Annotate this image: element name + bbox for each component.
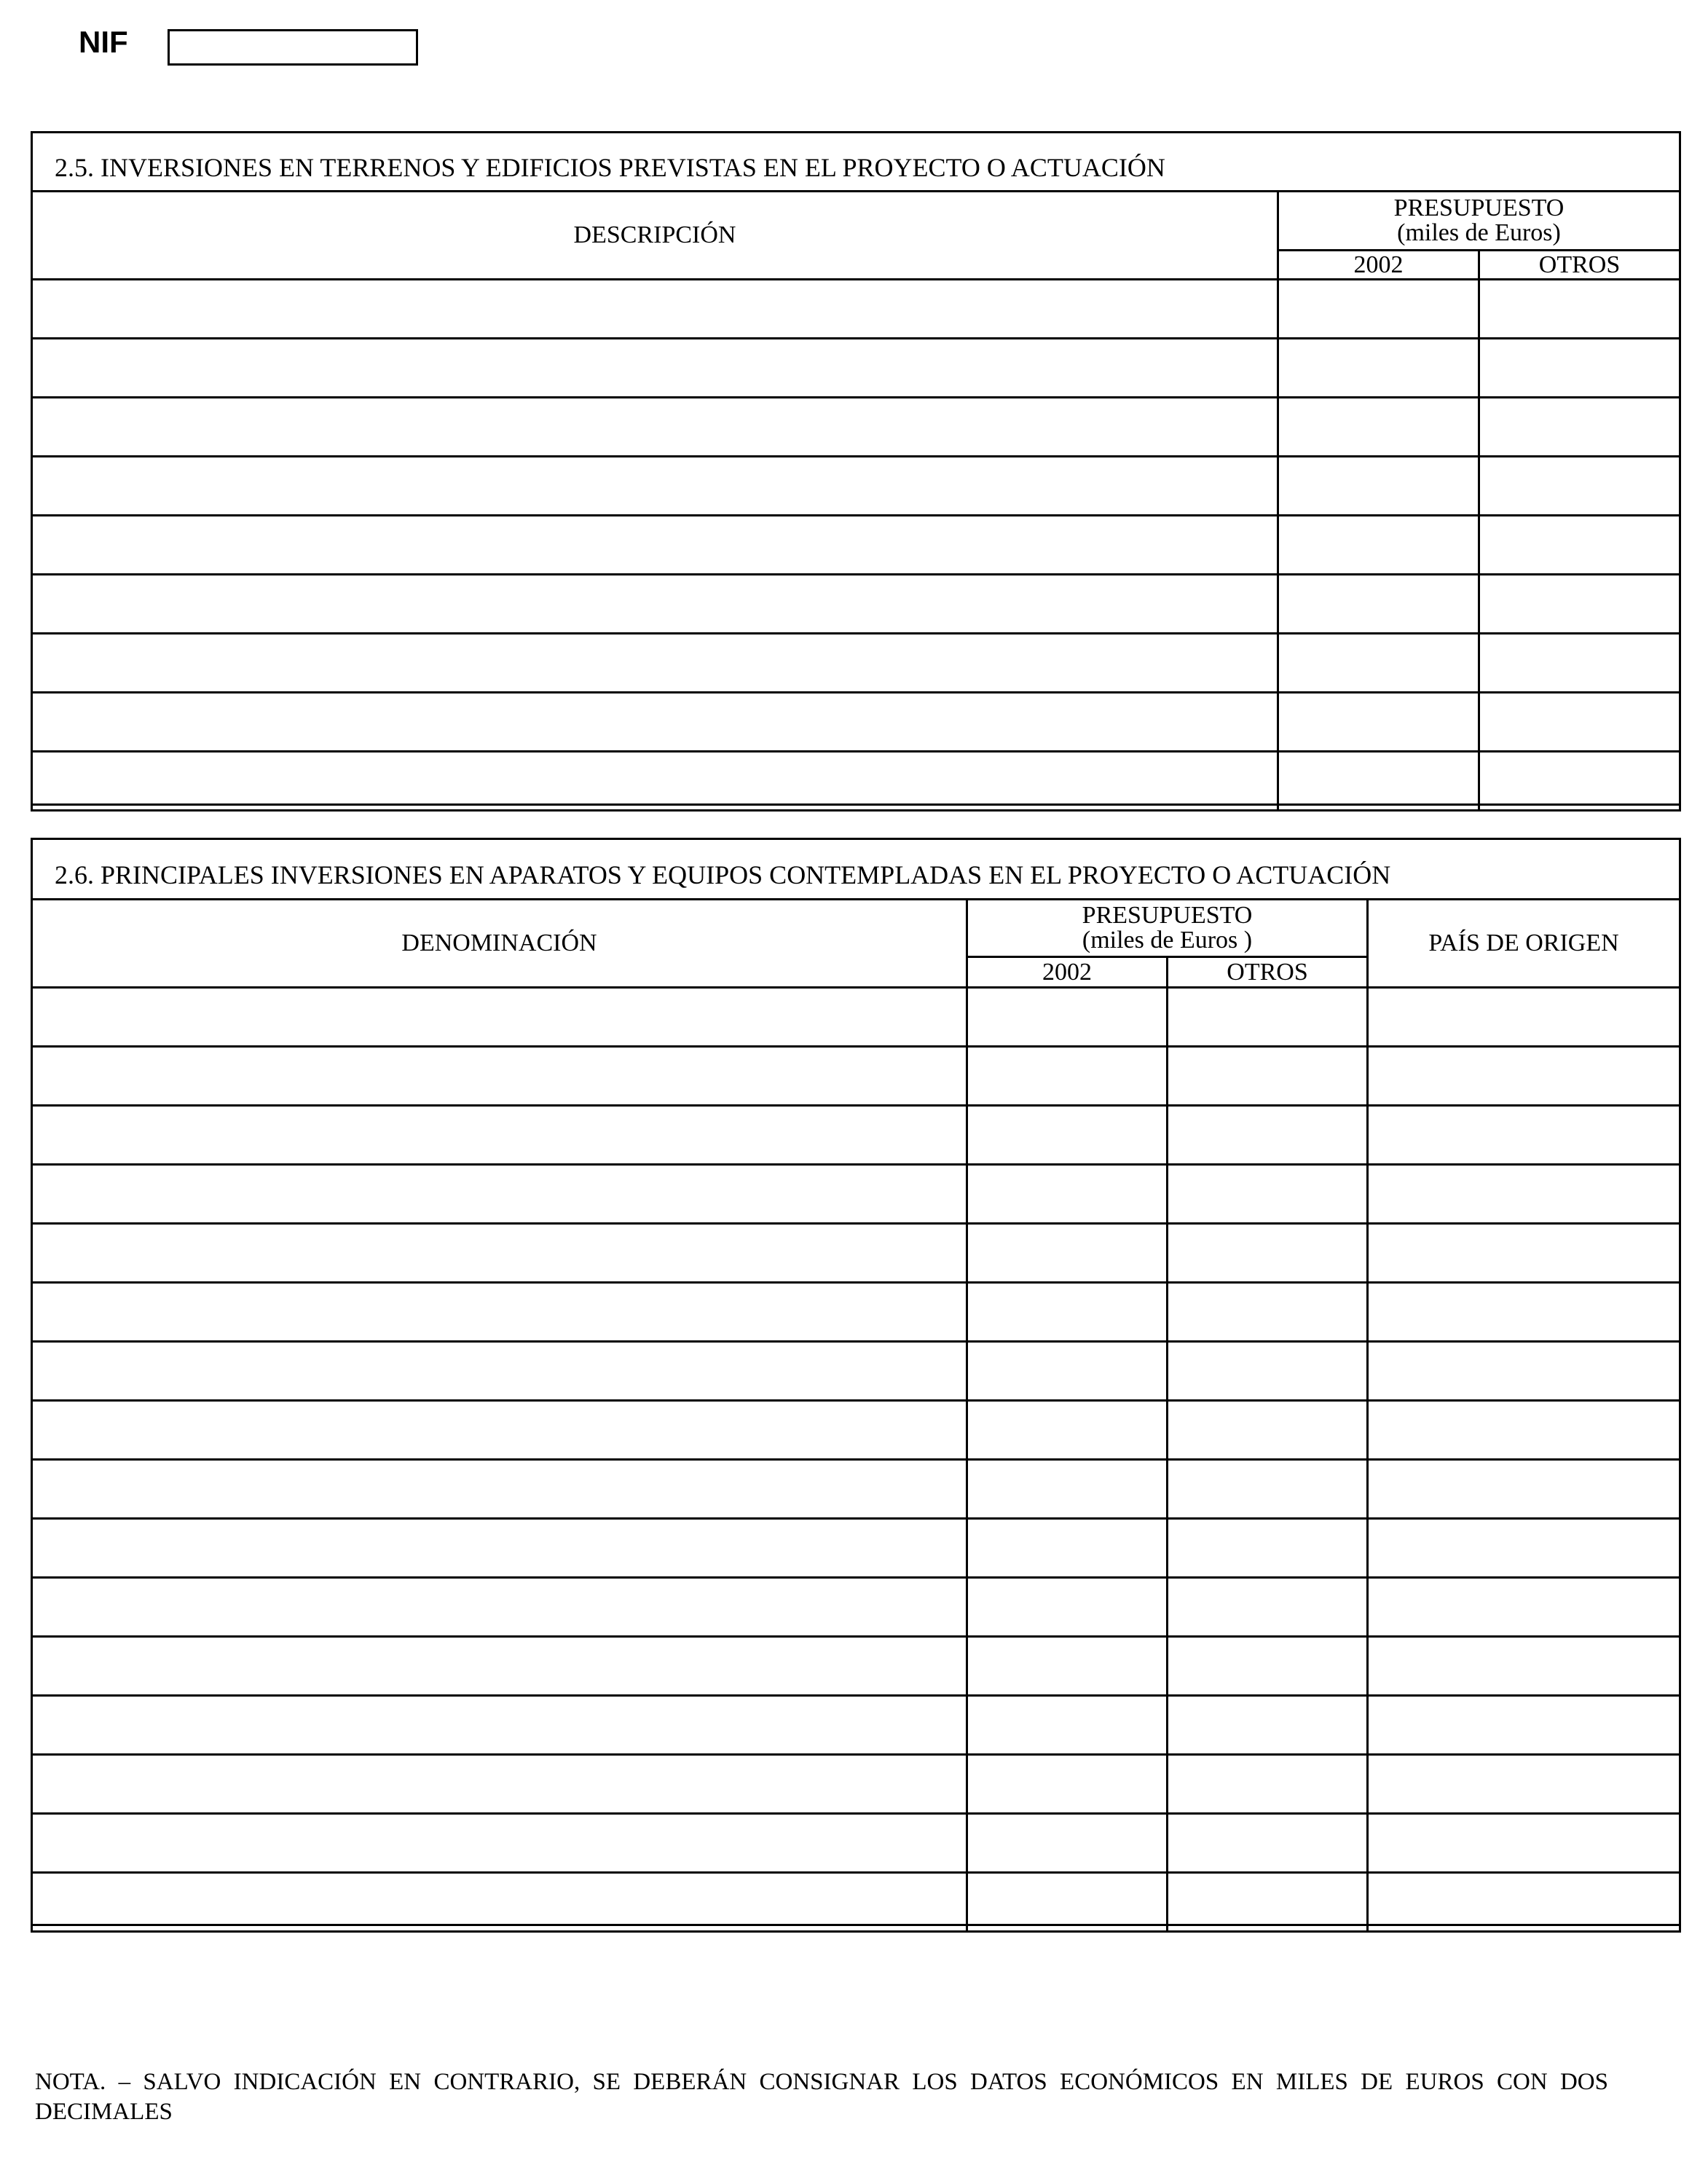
table-row — [32, 1401, 1680, 1460]
section_25-cell-y2002[interactable] — [1278, 398, 1479, 457]
presupuesto-units-2: (miles de Euros ) — [1082, 927, 1253, 954]
col-denominacion-header: DENOMINACIÓN — [32, 900, 967, 988]
table-row — [32, 1283, 1680, 1342]
section_26-cell-y2002[interactable] — [967, 1283, 1168, 1342]
section-2-6-title: 2.6. PRINCIPALES INVERSIONES EN APARATOS Y EQUIPOS CONTEMPLADAS EN EL PROYECTO O ACTUACIÓN — [33, 840, 1679, 900]
section-2-5-title: 2.5. INVERSIONES EN TERRENOS Y EDIFICIOS PREVISTAS EN EL PROYECTO O ACTUACIÓN — [33, 133, 1679, 192]
section-2-5 — [31, 131, 1681, 806]
aparatos-equipos-table — [31, 898, 1681, 1933]
table-row — [32, 1106, 1680, 1165]
presupuesto-header-2 — [967, 900, 1368, 957]
section_26-cell-pais[interactable] — [1368, 1401, 1680, 1460]
col-2002-header: 2002 — [1278, 251, 1479, 280]
section_25-cell-otros[interactable] — [1479, 457, 1680, 516]
section_25-cell-otros[interactable] — [1479, 693, 1680, 752]
presupuesto-header — [1278, 192, 1680, 251]
section_26-cell-denominacion[interactable] — [32, 1401, 967, 1460]
section_26-cell-y2002[interactable] — [967, 1165, 1168, 1224]
table-row — [32, 1460, 1680, 1519]
section_26-cell-y2002[interactable] — [967, 1224, 1168, 1283]
section_25-cell-descripcion[interactable] — [32, 634, 1278, 693]
section_26-cell-otros[interactable] — [1168, 1224, 1368, 1283]
section_25-cell-descripcion[interactable] — [32, 575, 1278, 634]
col-otros-header: OTROS — [1479, 251, 1680, 280]
section_25-cell-otros[interactable] — [1479, 339, 1680, 398]
section_25-cell-y2002[interactable] — [1278, 280, 1479, 339]
section_25-cell-y2002[interactable] — [1278, 339, 1479, 398]
section_25-cell-y2002[interactable] — [1278, 752, 1479, 811]
section_26-cell-denominacion[interactable] — [32, 1519, 967, 1578]
table-row — [32, 1755, 1680, 1814]
table-row — [32, 988, 1680, 1047]
section_26-cell-otros[interactable] — [1168, 1519, 1368, 1578]
section_26-cell-y2002[interactable] — [967, 1460, 1168, 1519]
section-2-6 — [31, 838, 1681, 1926]
section_25-cell-otros[interactable] — [1479, 752, 1680, 811]
table-row — [32, 398, 1680, 457]
section_26-cell-otros[interactable] — [1168, 1696, 1368, 1755]
section_26-cell-pais[interactable] — [1368, 1696, 1680, 1755]
section_26-cell-pais[interactable] — [1368, 1106, 1680, 1165]
section_26-cell-pais[interactable] — [1368, 1342, 1680, 1401]
table-row — [32, 1519, 1680, 1578]
table-row — [32, 1578, 1680, 1637]
section_25-cell-descripcion[interactable] — [32, 752, 1278, 811]
section_26-cell-otros[interactable] — [1168, 1106, 1368, 1165]
section_26-cell-denominacion[interactable] — [32, 1106, 967, 1165]
section_25-cell-otros[interactable] — [1479, 634, 1680, 693]
section_26-cell-otros[interactable] — [1168, 1342, 1368, 1401]
section_26-cell-pais[interactable] — [1368, 1814, 1680, 1873]
section_26-cell-pais[interactable] — [1368, 1578, 1680, 1637]
section_26-cell-denominacion[interactable] — [32, 988, 967, 1047]
section_25-cell-descripcion[interactable] — [32, 516, 1278, 575]
section_25-cell-otros[interactable] — [1479, 280, 1680, 339]
section_26-cell-denominacion[interactable] — [32, 1637, 967, 1696]
table-row — [32, 1224, 1680, 1283]
table-row — [32, 1342, 1680, 1401]
table-row — [32, 1047, 1680, 1106]
section_26-cell-denominacion[interactable] — [32, 1224, 967, 1283]
section_25-cell-y2002[interactable] — [1278, 693, 1479, 752]
table-row — [32, 1165, 1680, 1224]
section_26-cell-denominacion[interactable] — [32, 1460, 967, 1519]
section_26-cell-pais[interactable] — [1368, 1873, 1680, 1932]
section_26-cell-denominacion[interactable] — [32, 1696, 967, 1755]
table-row — [32, 1637, 1680, 1696]
section_26-cell-y2002[interactable] — [967, 1047, 1168, 1106]
section_26-cell-y2002[interactable] — [967, 1696, 1168, 1755]
section_26-cell-y2002[interactable] — [967, 988, 1168, 1047]
section_26-cell-otros[interactable] — [1168, 1047, 1368, 1106]
section_25-cell-otros[interactable] — [1479, 516, 1680, 575]
section_26-cell-pais[interactable] — [1368, 1519, 1680, 1578]
table-row — [32, 339, 1680, 398]
col-descripcion-header: DESCRIPCIÓN — [32, 192, 1278, 280]
section_26-cell-pais[interactable] — [1368, 1283, 1680, 1342]
section_26-cell-otros[interactable] — [1168, 1578, 1368, 1637]
presupuesto-units: (miles de Euros) — [1397, 219, 1561, 246]
col-pais-header: PAÍS DE ORIGEN — [1368, 900, 1680, 988]
section_26-cell-pais[interactable] — [1368, 1755, 1680, 1814]
table-row — [32, 752, 1680, 811]
terrenos-edificios-table — [31, 190, 1681, 812]
section_25-cell-descripcion[interactable] — [32, 339, 1278, 398]
section_26-cell-denominacion[interactable] — [32, 1814, 967, 1873]
section_26-cell-y2002[interactable] — [967, 1342, 1168, 1401]
section_26-cell-y2002[interactable] — [967, 1106, 1168, 1165]
section_25-cell-otros[interactable] — [1479, 398, 1680, 457]
section_26-cell-denominacion[interactable] — [32, 1755, 967, 1814]
section_26-cell-pais[interactable] — [1368, 1047, 1680, 1106]
section_25-cell-descripcion[interactable] — [32, 398, 1278, 457]
section_26-cell-denominacion[interactable] — [32, 1342, 967, 1401]
table-row — [32, 634, 1680, 693]
section_26-cell-otros[interactable] — [1168, 1637, 1368, 1696]
section_26-cell-denominacion[interactable] — [32, 1578, 967, 1637]
section_26-cell-denominacion[interactable] — [32, 1047, 967, 1106]
section_26-cell-otros[interactable] — [1168, 1460, 1368, 1519]
table-row — [32, 575, 1680, 634]
section_26-cell-pais[interactable] — [1368, 1460, 1680, 1519]
section_25-cell-descripcion[interactable] — [32, 280, 1278, 339]
section_26-cell-otros[interactable] — [1168, 1755, 1368, 1814]
section_26-cell-otros[interactable] — [1168, 1165, 1368, 1224]
section_26-cell-denominacion[interactable] — [32, 1283, 967, 1342]
table-row — [32, 457, 1680, 516]
section_25-cell-y2002[interactable] — [1278, 457, 1479, 516]
presupuesto-label: PRESUPUESTO — [1393, 194, 1565, 221]
table-row — [32, 516, 1680, 575]
section_26-cell-denominacion[interactable] — [32, 1873, 967, 1932]
section_26-cell-y2002[interactable] — [967, 1755, 1168, 1814]
section_26-cell-pais[interactable] — [1368, 1224, 1680, 1283]
table-row — [32, 1814, 1680, 1873]
section_26-cell-y2002[interactable] — [967, 1637, 1168, 1696]
section_25-cell-otros[interactable] — [1479, 575, 1680, 634]
section_26-cell-pais[interactable] — [1368, 1165, 1680, 1224]
section_26-cell-otros[interactable] — [1168, 1283, 1368, 1342]
section_25-cell-descripcion[interactable] — [32, 457, 1278, 516]
table-row — [32, 693, 1680, 752]
section_26-cell-denominacion[interactable] — [32, 1165, 967, 1224]
section_26-cell-pais[interactable] — [1368, 988, 1680, 1047]
section_26-cell-y2002[interactable] — [967, 1578, 1168, 1637]
footer-note: NOTA. – SALVO INDICACIÓN EN CONTRARIO, SE DEBERÁN CONSIGNAR LOS DATOS ECONÓMICOS EN MILES DE EUROS CON DOS DECIMALES — [35, 2069, 1608, 2126]
section_26-cell-y2002[interactable] — [967, 1519, 1168, 1578]
section_25-cell-y2002[interactable] — [1278, 516, 1479, 575]
presupuesto-label-2: PRESUPUESTO — [1082, 902, 1253, 929]
table-row — [32, 1873, 1680, 1932]
table-row — [32, 1696, 1680, 1755]
section_25-cell-descripcion[interactable] — [32, 693, 1278, 752]
section_26-cell-y2002[interactable] — [967, 1873, 1168, 1932]
col-2002-header-2: 2002 — [967, 957, 1168, 988]
section_26-cell-y2002[interactable] — [967, 1814, 1168, 1873]
section_25-cell-y2002[interactable] — [1278, 575, 1479, 634]
section_26-cell-otros[interactable] — [1168, 1814, 1368, 1873]
section_26-cell-otros[interactable] — [1168, 988, 1368, 1047]
section_25-cell-y2002[interactable] — [1278, 634, 1479, 693]
section_26-cell-y2002[interactable] — [967, 1401, 1168, 1460]
col-otros-header-2: OTROS — [1168, 957, 1368, 988]
table-row — [32, 280, 1680, 339]
nif-label: NIF — [79, 25, 128, 59]
nif-field[interactable] — [168, 29, 418, 66]
section_26-cell-otros[interactable] — [1168, 1401, 1368, 1460]
section_26-cell-otros[interactable] — [1168, 1873, 1368, 1932]
section_26-cell-pais[interactable] — [1368, 1637, 1680, 1696]
